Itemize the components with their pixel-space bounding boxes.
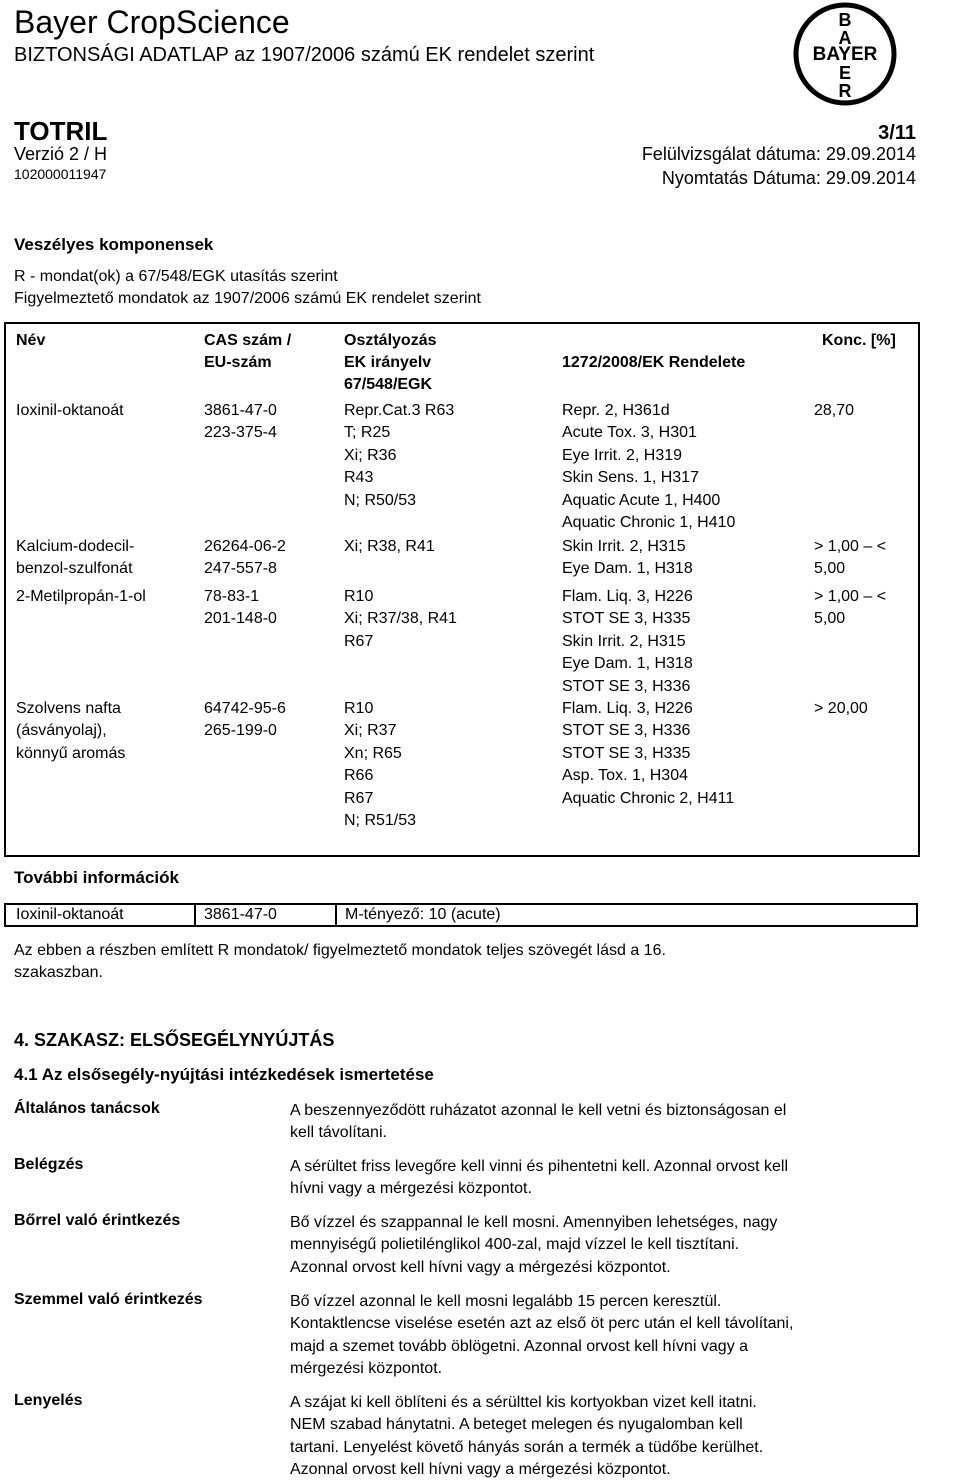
component-cas: 265-199-0: [204, 722, 277, 740]
first-aid-line: kell távolítani.: [290, 1124, 387, 1142]
component-regulation: Aquatic Chronic 2, H411: [562, 789, 735, 807]
first-aid-label: Lenyelés: [14, 1392, 83, 1409]
component-name: Ioxinil-oktanoát: [16, 402, 124, 419]
component-regulation: STOT SE 3, H336: [562, 722, 691, 740]
first-aid-line: tartani. Lenyelést követő hányás során a termék a tüdőbe kerülhet.: [290, 1438, 764, 1456]
component-regulation: Aquatic Chronic 1, H410: [562, 514, 736, 531]
component-name: Kalcium-dodecil-: [16, 538, 135, 555]
first-aid-line: A szájat ki kell öblíteni és a sérülttel kis kortyokban vizet kell itatni.: [290, 1394, 757, 1411]
component-directive: Xi; R37: [344, 722, 397, 740]
component-name: könnyű aromás: [16, 744, 126, 762]
component-regulation: Flam. Liq. 3, H226: [562, 588, 693, 605]
component-regulation: STOT SE 3, H336: [562, 677, 691, 695]
component-regulation: STOT SE 3, H335: [562, 744, 691, 762]
first-aid-line: A beszennyeződött ruházatot azonnal le kell vetni és biztonságosan el: [290, 1102, 787, 1119]
first-aid-text: [290, 1392, 915, 1482]
component-directive: R67: [344, 789, 374, 807]
component-directive: N; R50/53: [344, 491, 417, 509]
component-cas: 3861-47-0: [204, 402, 277, 419]
revision-date: Felülvizsgálat dátuma: 29.09.2014: [641, 144, 916, 164]
component-directive: Xi; R37/38, R41: [344, 610, 457, 628]
svg-text:A: A: [838, 28, 852, 48]
cell-divider: [335, 905, 337, 925]
component-regulation: Acute Tox. 3, H301: [562, 424, 697, 442]
component-cas: 201-148-0: [204, 610, 277, 628]
further-info-name: Ioxinil-oktanoát: [16, 906, 124, 923]
section4-heading: 4. SZAKASZ: ELSŐSEGÉLYNYÚJTÁS: [14, 1030, 335, 1050]
component-conc: > 1,00 – <: [814, 588, 887, 605]
first-aid-text: [290, 1100, 915, 1145]
col-header-name: Név: [16, 332, 46, 349]
component-directive: R10: [344, 588, 374, 605]
further-info-heading: További információk: [14, 868, 179, 887]
component-conc: 28,70: [814, 402, 855, 419]
component-cas: 247-557-8: [204, 560, 277, 578]
col-header-directive: EK irányelv: [344, 354, 432, 371]
bayer-cross-logo: [793, 2, 897, 106]
first-aid-line: Azonnal orvost kell hívni vagy a mérgezési központot.: [290, 1258, 671, 1276]
component-name: 2-Metilpropán-1-ol: [16, 588, 146, 605]
first-aid-text: [290, 1156, 915, 1201]
component-name: (ásványolaj),: [16, 722, 107, 740]
component-name: Szolvens nafta: [16, 700, 121, 717]
further-info-cas: 3861-47-0: [204, 906, 277, 923]
col-header-eu: EU-szám: [204, 354, 272, 371]
cell-divider: [194, 905, 196, 925]
col-header-conc: Konc. [%]: [822, 332, 896, 349]
component-directive: N; R51/53: [344, 812, 417, 829]
first-aid-line: mennyiségű polietilénglikol 400-zal, majd vízzel le kell tisztítani.: [290, 1236, 740, 1254]
component-regulation: Flam. Liq. 3, H226: [562, 700, 693, 717]
component-regulation: Asp. Tox. 1, H304: [562, 767, 688, 785]
col-header-cas: CAS szám /: [204, 332, 292, 349]
first-aid-text: [290, 1291, 915, 1381]
print-date: Nyomtatás Dátuma: 29.09.2014: [661, 168, 916, 188]
first-aid-line: majd a szemet tovább öblögetni. Azonnal orvost kell hívni vagy a: [290, 1337, 749, 1355]
subheading-r-phrases: R - mondat(ok) a 67/548/EGK utasítás szerint: [14, 268, 338, 285]
version: Verzió 2 / H: [14, 144, 108, 164]
subheading-h-statements: Figyelmeztető mondatok az 1907/2006 számú EK rendelet szerint: [14, 290, 481, 307]
first-aid-label: Szemmel való érintkezés: [14, 1291, 203, 1308]
components-table: [4, 322, 920, 857]
component-cas: 223-375-4: [204, 424, 277, 442]
svg-text:B: B: [838, 10, 852, 30]
first-aid-text: [290, 1212, 915, 1279]
component-conc: > 1,00 – <: [814, 538, 887, 555]
component-regulation: STOT SE 3, H335: [562, 610, 691, 628]
product-name: TOTRIL: [14, 116, 108, 146]
col-header-directive-number: 67/548/EGK: [344, 376, 433, 393]
first-aid-label: Bőrrel való érintkezés: [14, 1212, 181, 1229]
component-directive: R10: [344, 700, 374, 717]
component-regulation: Skin Sens. 1, H317: [562, 469, 699, 487]
first-aid-line: A sérültet friss levegőre kell vinni és pihentetni kell. Azonnal orvost kell: [290, 1158, 789, 1175]
component-regulation: Repr. 2, H361d: [562, 402, 670, 419]
note-line: szakaszban.: [14, 964, 103, 981]
first-aid-label: Belégzés: [14, 1156, 84, 1173]
company-name: Bayer CropScience: [14, 4, 290, 40]
component-directive: Xi; R38, R41: [344, 538, 435, 555]
component-directive: Repr.Cat.3 R63: [344, 402, 455, 419]
r-phrase-note: [14, 940, 914, 984]
component-regulation: Eye Dam. 1, H318: [562, 560, 693, 578]
col-header-regulation: 1272/2008/EK Rendelete: [562, 354, 746, 371]
first-aid-line: hívni vagy a mérgezési központot.: [290, 1180, 532, 1198]
component-regulation: Skin Irrit. 2, H315: [562, 538, 686, 555]
component-cas: 64742-95-6: [204, 700, 286, 717]
component-conc: 5,00: [814, 560, 846, 578]
component-conc: 5,00: [814, 610, 846, 628]
svg-text:E: E: [838, 63, 852, 83]
component-regulation: Eye Irrit. 2, H319: [562, 446, 683, 464]
note-line: Az ebben a részben említett R mondatok/ figyelmeztető mondatok teljes szövegét lásd a 16.: [14, 942, 666, 959]
first-aid-line: Kontaktlencse viselése esetén azt az első öt perc után el kell távolítani,: [290, 1315, 794, 1333]
svg-text:R: R: [838, 81, 852, 101]
sds-title: BIZTONSÁGI ADATLAP az 1907/2006 számú EK rendelet szerint: [14, 44, 595, 66]
logo-text: BAYER: [812, 44, 878, 65]
component-directive: R67: [344, 632, 374, 650]
component-name: benzol-szulfonát: [16, 560, 133, 578]
section-heading: Veszélyes komponensek: [14, 235, 214, 254]
component-conc: > 20,00: [814, 700, 868, 717]
further-info-factor: M-tényező: 10 (acute): [345, 906, 501, 923]
component-directive: R43: [344, 469, 374, 487]
first-aid-line: Bő vízzel és szappannal le kell mosni. Amennyiben lehetséges, nagy: [290, 1214, 778, 1231]
first-aid-line: mérgezési központot.: [290, 1360, 443, 1378]
col-header-classification: Osztályozás: [344, 332, 437, 349]
component-cas: 78-83-1: [204, 588, 260, 605]
component-directive: T; R25: [344, 424, 391, 442]
document-number: 102000011947: [14, 166, 107, 182]
first-aid-line: NEM szabad hánytatni. A beteget melegen és nyugalomban kell: [290, 1416, 743, 1434]
section41-heading: 4.1 Az elsősegély-nyújtási intézkedések ismertetése: [14, 1065, 434, 1084]
component-regulation: Aquatic Acute 1, H400: [562, 491, 721, 509]
component-cas: 26264-06-2: [204, 538, 286, 555]
further-info-table: [4, 903, 918, 927]
component-regulation: Eye Dam. 1, H318: [562, 655, 693, 673]
component-regulation: Skin Irrit. 2, H315: [562, 632, 686, 650]
component-directive: Xi; R36: [344, 446, 397, 464]
page-number: 3/11: [878, 122, 916, 144]
component-directive: R66: [344, 767, 374, 785]
component-directive: Xn; R65: [344, 744, 402, 762]
first-aid-line: Azonnal orvost kell hívni vagy a mérgezési központot.: [290, 1461, 671, 1479]
first-aid-label: Általános tanácsok: [14, 1100, 160, 1117]
first-aid-line: Bő vízzel azonnal le kell mosni legalább 15 percen keresztül.: [290, 1293, 722, 1310]
